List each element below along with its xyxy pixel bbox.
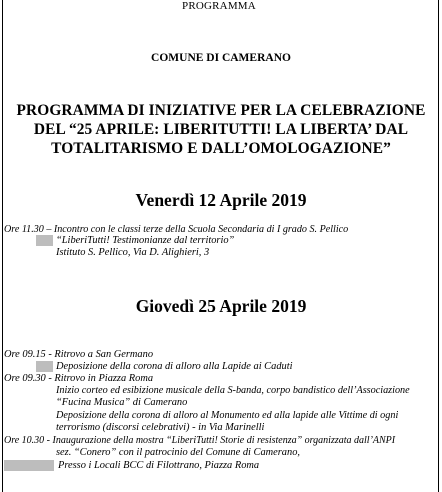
event-line: “LiberiTutti! Testimonianze dal territorio”	[56, 235, 235, 246]
event-line: Inizio corteo ed esibizione musicale della S-banda, corpo bandistico dell’Associazione	[56, 385, 410, 396]
event-line: Ore 09.30 - Ritrovo in Piazza Roma	[4, 373, 154, 384]
event-line: terrorismo (discorsi celebrativi) - in Via Marinelli	[56, 422, 265, 433]
event-line: Deposizione della corona di alloro alla Lapide ai Caduti	[56, 361, 293, 372]
title-line-2: DEL “25 APRILE: LIBERITUTTI! LA LIBERTA’ DAL	[33, 121, 409, 138]
page-margin-line-right	[438, 0, 439, 492]
event-line: Deposizione della corona di alloro al Monumento ed alla lapide alle Vittime di ogni	[56, 410, 399, 421]
day-heading-1: Venerdì 12 Aprile 2019	[135, 190, 307, 210]
event-line: sez. “Conero” con il patrocinio del Comune di Camerano,	[56, 447, 300, 458]
day-heading-2: Giovedì 25 Aprile 2019	[135, 296, 307, 316]
event-line: “Fucina Musica” di Camerano	[56, 397, 188, 408]
document-label: PROGRAMMA	[182, 0, 256, 12]
highlight-marker	[36, 235, 53, 246]
title-line-3: TOTALITARISMO E DALL’OMOLOGAZIONE”	[51, 140, 391, 157]
event-line: Ore 09.15 - Ritrovo a San Germano	[4, 349, 154, 360]
highlight-marker	[4, 460, 54, 471]
event-line: Presso i Locali BCC di Filottrano, Piazza Roma	[58, 460, 260, 471]
page-margin-line-left	[2, 0, 3, 492]
event-line: Istituto S. Pellico, Via D. Alighieri, 3	[56, 247, 210, 258]
title-line-1: PROGRAMMA DI INIZIATIVE PER LA CELEBRAZIONE	[16, 102, 426, 119]
event-line: Ore 10.30 - Inaugurazione della mostra “LiberiTutti! Storie di resistenza” organizzata dall’ANPI	[4, 435, 396, 446]
event-line: Ore 11.30 – Incontro con le classi terze della Scuola Secondaria di I grado S. Pellico	[4, 224, 349, 235]
highlight-marker	[36, 361, 53, 372]
municipality-heading: COMUNE DI CAMERANO	[151, 52, 291, 64]
